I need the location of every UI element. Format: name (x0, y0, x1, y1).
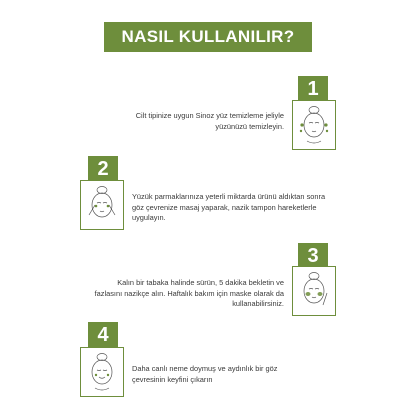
step-text: Yüzük parmaklarınıza yeterli miktarda ürünü aldıktan sonra göz çevrenize masaj yaparak, nazik tampon hareketlerle uygulayın. (132, 192, 326, 222)
glowing-face-icon (80, 347, 124, 397)
step-text: Cilt tipinize uygun Sinoz yüz temizleme jeliyle yüzünüzü temizleyin. (135, 111, 284, 131)
face-cleansing-icon (292, 100, 336, 150)
step-number-badge: 2 (88, 156, 118, 182)
step-text: Kalın bir tabaka halinde sürün, 5 dakika bekletin ve fazlasını nazikçe alın. Haftalık bakım için maske olarak da kullanabilirsiniz. (94, 278, 284, 308)
step-number-badge: 1 (298, 76, 328, 102)
mask-application-icon (292, 266, 336, 316)
step-number-badge: 3 (298, 243, 328, 269)
eye-massage-icon (80, 180, 124, 230)
step-text: Daha canlı neme doymuş ve aydınlık bir göz çevresinin keyfini çıkarın (132, 364, 278, 384)
step-number-badge: 4 (88, 322, 118, 348)
page-title: NASIL KULLANILIR? (104, 22, 312, 52)
